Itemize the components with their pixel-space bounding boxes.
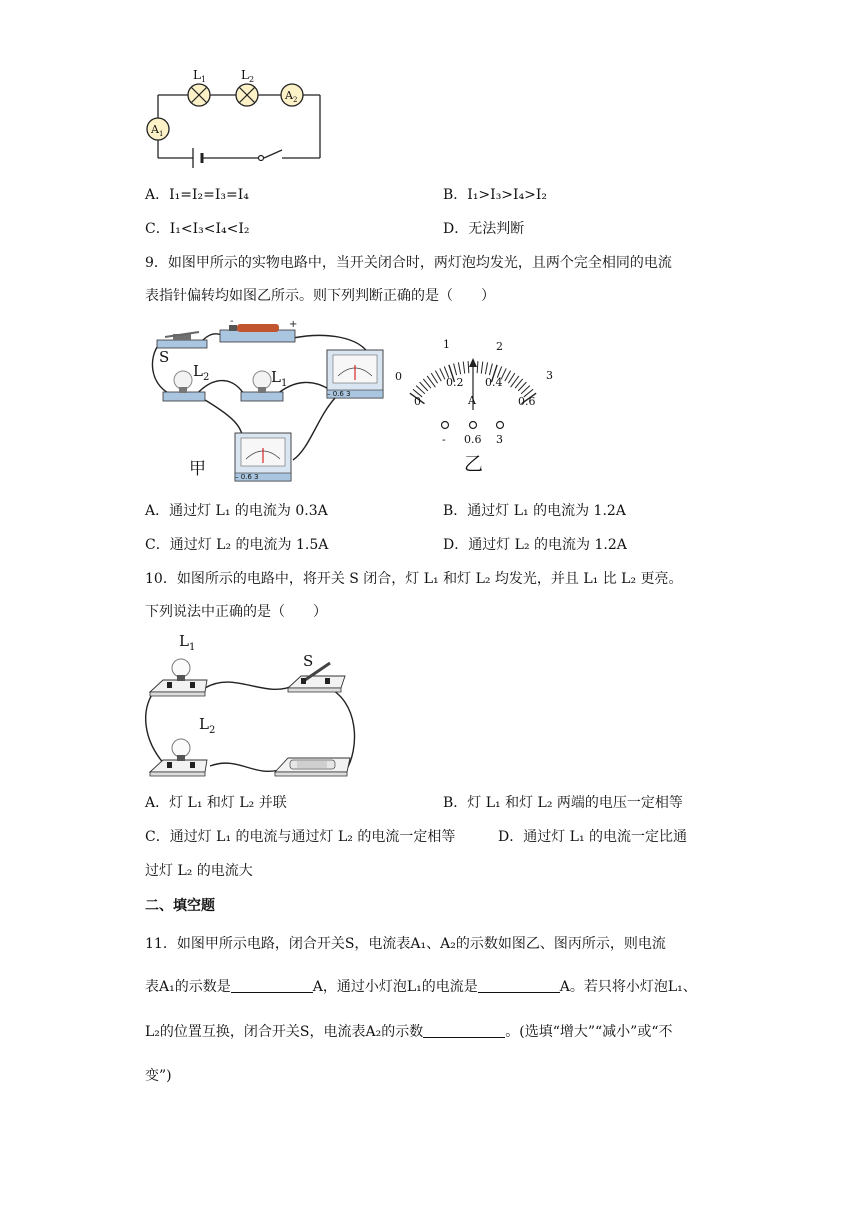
q10-l2-label: L xyxy=(199,715,209,733)
top-scale-0: 0 xyxy=(395,370,402,383)
q9-yi-caption: 乙 xyxy=(464,453,484,474)
svg-text:– 0.6 3: – 0.6 3 xyxy=(235,473,259,481)
q9-stem-line2: 表指针偏转均如图乙所示。则下列判断正确的是（ ） xyxy=(145,288,495,304)
q9-option-b: B．通过灯 L₁ 的电流为 1.2A xyxy=(443,503,626,519)
q11-line2 xyxy=(145,977,697,997)
q10-option-d-line2: 过灯 L₂ 的电流大 xyxy=(145,863,253,879)
q8-a2-label: A xyxy=(285,89,293,102)
q8-option-a: A．I₁=I₂=I₃=I₄ xyxy=(145,187,249,203)
q9-option-d: D．通过灯 L₂ 的电流为 1.2A xyxy=(443,537,627,553)
dial-tick xyxy=(440,368,445,379)
dial-unit: A xyxy=(468,394,476,407)
svg-text:L2: $L_2$ xyxy=(193,362,210,383)
q10-l1-label: L xyxy=(179,632,189,650)
q10-option-b: B．灯 L₁ 和灯 L₂ 两端的电压一定相等 xyxy=(443,795,683,811)
dial-tick xyxy=(458,362,460,374)
terminal-0-6: 0.6 xyxy=(464,433,482,446)
section-title-fill-in: 二、填空题 xyxy=(145,898,215,914)
q9-figure-jia xyxy=(145,318,390,486)
top-scale-2: 2 xyxy=(496,340,503,353)
dial-tick xyxy=(481,362,483,374)
q10-option-a: A．灯 L₁ 和灯 L₂ 并联 xyxy=(145,795,287,811)
dial-tick xyxy=(505,371,511,382)
q11-line2-text-b: A，通过小灯泡L₁的电流是 xyxy=(312,979,478,995)
q11-line3 xyxy=(145,1022,672,1042)
q8-option-c: C．I₁<I₃<I₄<I₂ xyxy=(145,221,250,237)
lamp-l1-board xyxy=(150,659,207,696)
q9-jia-l1-label: L xyxy=(271,368,281,386)
dial-tick xyxy=(468,361,469,373)
top-scale-3: 3 xyxy=(546,369,553,382)
svg-text:L1: $L_1$ xyxy=(179,632,196,653)
bottom-scale-02: 0.2 xyxy=(446,376,464,389)
lamp-l2-symbol xyxy=(236,84,258,106)
q11-blank-2[interactable] xyxy=(478,978,560,993)
svg-text:L2: $L_2$ xyxy=(199,715,216,736)
q9-option-c: C．通过灯 L₂ 的电流为 1.5A xyxy=(145,537,329,553)
q11-line2-text-a: 表A₁的示数是 xyxy=(145,979,231,995)
q8-circuit-diagram xyxy=(140,60,340,172)
q11-line3-text-a: L₂的位置互换，闭合开关S，电流表A₂的示数 xyxy=(145,1024,424,1040)
svg-text:L1: $L_1$ xyxy=(193,68,207,84)
svg-text:L2: $L_2$ xyxy=(241,68,255,84)
terminal-3: 3 xyxy=(496,433,503,446)
q10-option-d-line1: D．通过灯 L₁ 的电流一定比通 xyxy=(498,829,688,845)
q9-option-a: A．通过灯 L₁ 的电流为 0.3A xyxy=(145,503,328,519)
q11-blank-1[interactable] xyxy=(231,978,313,993)
dial-tick xyxy=(485,362,487,374)
q10-option-c: C．通过灯 L₁ 的电流与通过灯 L₂ 的电流一定相等 xyxy=(145,829,456,845)
svg-text:+: + xyxy=(289,319,298,330)
q9-jia-caption: 甲 xyxy=(189,459,206,479)
q10-circuit-figure xyxy=(145,630,360,780)
svg-text:A1: $A_1$ xyxy=(151,123,164,138)
svg-text:L1: $L_1$ xyxy=(271,368,288,389)
q9-jia-l2-label: L xyxy=(193,362,203,380)
q11-blank-3[interactable] xyxy=(423,1023,505,1038)
q11-line4: 变”) xyxy=(145,1068,172,1084)
svg-text:A2: $A_2$ xyxy=(285,89,298,104)
q10-stem-line1: 10．如图所示的电路中，将开关 S 闭合，灯 L₁ 和灯 L₂ 均发光，并且 L₁ 比 L₂ 更亮。 xyxy=(145,571,683,587)
dial-tick xyxy=(431,373,437,383)
q8-l2-label: L xyxy=(241,68,249,82)
q8-l1-label: L xyxy=(193,68,201,82)
dial-tick xyxy=(477,361,478,373)
bottom-scale-0: 0 xyxy=(414,395,421,408)
switch-s-jia xyxy=(157,332,207,348)
battery-board xyxy=(275,758,350,776)
top-scale-1: 1 xyxy=(443,338,450,351)
switch-s-board xyxy=(288,663,345,692)
q9-stem-line1: 9．如图甲所示的实物电路中，当开关闭合时，两灯泡均发光，且两个完全相同的电流 xyxy=(145,255,672,271)
q8-option-b: B．I₁>I₃>I₄>I₂ xyxy=(443,187,548,203)
dial-tick xyxy=(435,371,441,382)
terminal-minus: - xyxy=(442,433,446,446)
q9-jia-switch-label: S xyxy=(159,348,170,366)
dial-tick xyxy=(454,363,457,375)
lamp-l1-symbol xyxy=(188,84,210,106)
q11-line2-text-c: A。若只将小灯泡L₁、 xyxy=(559,979,697,995)
q10-switch-label: S xyxy=(303,652,314,670)
q11-line1: 11．如图甲所示电路，闭合开关S，电流表A₁、A₂的示数如图乙、图丙所示，则电流 xyxy=(145,936,666,952)
q10-stem-line2: 下列说法中正确的是（ ） xyxy=(145,604,327,620)
bottom-scale-04: 0.4 xyxy=(485,376,503,389)
battery-jia xyxy=(220,318,297,342)
svg-text:-: - xyxy=(230,318,234,327)
q8-a1-label: A xyxy=(151,123,159,136)
dial-tick xyxy=(463,362,465,374)
bottom-scale-06: 0.6 xyxy=(518,395,536,408)
q9-figure-yi xyxy=(390,334,560,474)
q8-option-d: D．无法判断 xyxy=(443,221,525,237)
dial-tick xyxy=(508,373,514,383)
svg-text:– 0.6 3: – 0.6 3 xyxy=(327,390,351,398)
dial-tick xyxy=(489,363,492,375)
q11-line3-text-b: 。(选填“增大”“减小”或“不 xyxy=(505,1024,673,1040)
